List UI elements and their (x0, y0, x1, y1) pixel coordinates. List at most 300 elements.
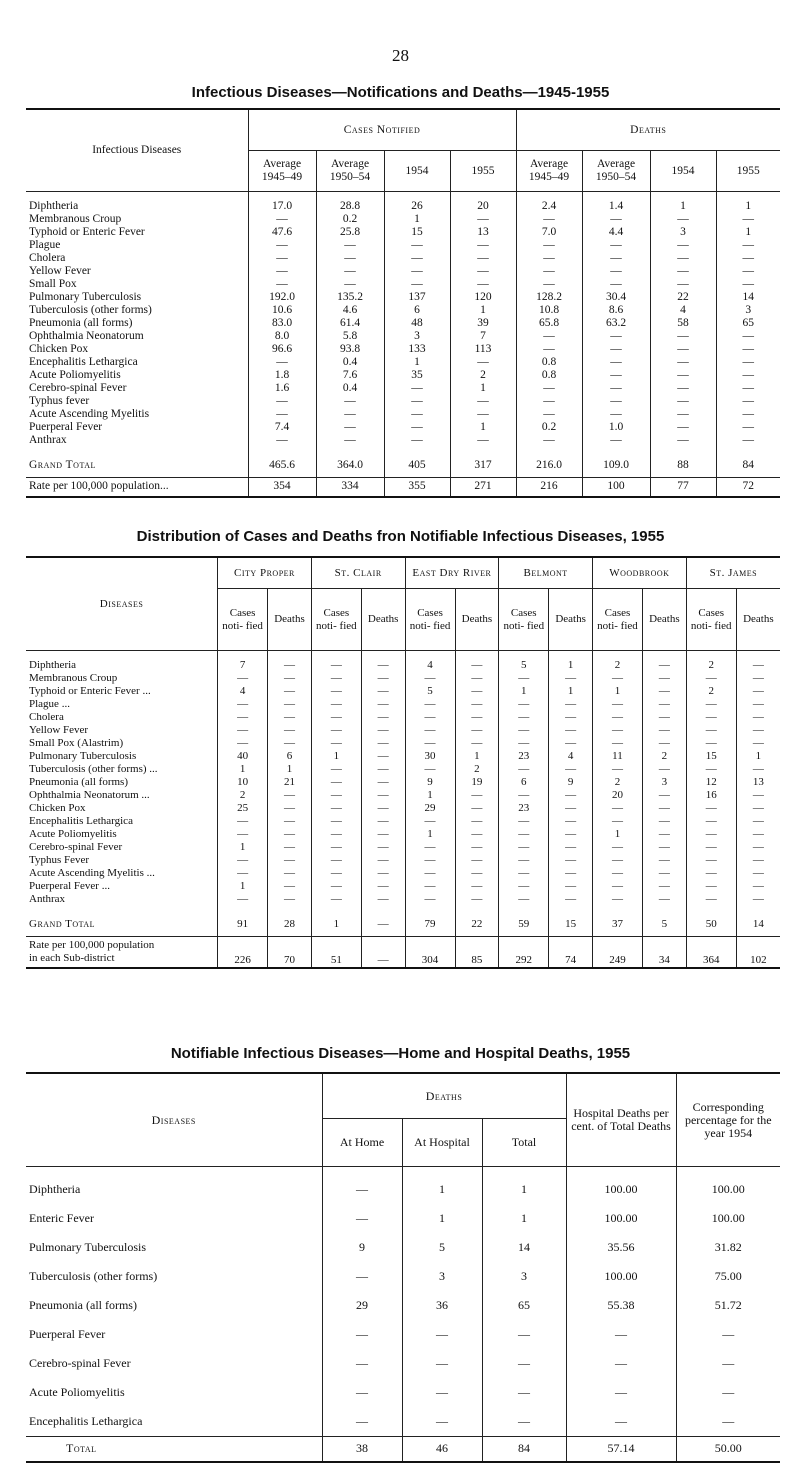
row-label: Yellow Fever (29, 724, 89, 736)
row-label: Typhus fever (29, 395, 90, 407)
table-cell: — (248, 252, 316, 265)
rate-cell: 34 (642, 936, 686, 968)
table-cell: — (405, 672, 455, 685)
col-total: Total (482, 1119, 566, 1167)
table-cell: — (311, 841, 361, 854)
table-cell: 6 (384, 304, 450, 317)
table-cell: 16 (686, 789, 736, 802)
table-cell: 31.82 (676, 1233, 780, 1262)
table-cell: — (642, 711, 686, 724)
total-cell: 79 (405, 914, 455, 936)
table-cell: 4.6 (316, 304, 384, 317)
total-cell: 317 (450, 455, 516, 477)
rate-cell: — (361, 936, 405, 968)
table-cell: 21 (268, 776, 312, 789)
table-cell: — (592, 802, 642, 815)
table-cell: — (716, 278, 780, 291)
table-cell: — (482, 1407, 566, 1436)
table-cell: — (592, 737, 642, 750)
table-cell: 22 (650, 291, 716, 304)
table-cell: — (311, 737, 361, 750)
table-cell: — (736, 854, 780, 867)
rate-cell: 216 (516, 477, 582, 497)
table-row (26, 291, 780, 304)
table-cell: 0.4 (316, 382, 384, 395)
table-cell: — (499, 672, 549, 685)
table-cell: 3 (650, 226, 716, 239)
table-cell: — (218, 815, 268, 828)
table-cell: 2.4 (516, 200, 582, 213)
table-cell: 75.00 (676, 1262, 780, 1291)
table-cell: 5 (499, 659, 549, 672)
col-at-hospital: At Hospital (402, 1119, 482, 1167)
table-cell: — (716, 408, 780, 421)
table-cell: — (592, 893, 642, 906)
table-cell: — (311, 854, 361, 867)
table-cell: 30 (405, 750, 455, 763)
col-corresponding-1954: Corresponding percentage for the year 1954 (676, 1073, 780, 1167)
table-cell: — (402, 1407, 482, 1436)
table-cell: 0.2 (516, 421, 582, 434)
table-row (26, 893, 780, 906)
table-cell: — (650, 239, 716, 252)
table-cell: 0.8 (516, 356, 582, 369)
rate-cell: 355 (384, 477, 450, 497)
table-cell: — (736, 724, 780, 737)
table-cell: — (686, 867, 736, 880)
table-cell: — (582, 382, 650, 395)
table-cell: — (218, 711, 268, 724)
table-cell: 20 (450, 200, 516, 213)
table3-title: Notifiable Infectious Diseases—Home and Hospital Deaths, 1955 (170, 1045, 631, 1062)
table-cell: 1 (450, 382, 516, 395)
table-cell: — (316, 278, 384, 291)
table-row (26, 815, 780, 828)
row-label: Membranous Croup (29, 672, 118, 684)
table-row (26, 408, 780, 421)
table-cell: — (499, 737, 549, 750)
table-cell: 1 (268, 763, 312, 776)
row-label: Tuberculosis (other forms) ... (29, 763, 158, 775)
table-cell: 8.6 (582, 304, 650, 317)
table-cell: — (592, 854, 642, 867)
table-cell: 63.2 (582, 317, 650, 330)
row-label: Yellow Fever (29, 265, 91, 277)
table-cell: — (650, 369, 716, 382)
table-cell: 0.2 (316, 213, 384, 226)
table-cell: 55.38 (566, 1291, 676, 1320)
table-cell: — (405, 841, 455, 854)
total-cell: 5 (642, 914, 686, 936)
table-cell: — (455, 802, 499, 815)
table-cell: — (549, 698, 593, 711)
table-cell: — (642, 828, 686, 841)
row-label: Puerperal Fever ... (29, 880, 110, 892)
table-cell: 25.8 (316, 226, 384, 239)
table-row (26, 1291, 780, 1320)
table-cell: — (582, 408, 650, 421)
table-cell: — (736, 841, 780, 854)
table-cell: — (499, 867, 549, 880)
table-cell: — (455, 685, 499, 698)
row-label: Pulmonary Tuberculosis (29, 1240, 147, 1254)
table-cell: — (361, 750, 405, 763)
district-header: City Proper (218, 557, 312, 589)
total-cell: 28 (268, 914, 312, 936)
table-row (26, 1262, 780, 1291)
table-cell: — (516, 395, 582, 408)
table-cell: — (405, 698, 455, 711)
table-cell: 65 (482, 1291, 566, 1320)
table-cell: 100.00 (676, 1204, 780, 1233)
table-cell: — (361, 841, 405, 854)
total-cell: 91 (218, 914, 268, 936)
table-cell: — (268, 698, 312, 711)
table-cell: — (218, 672, 268, 685)
table-cell: 1 (455, 750, 499, 763)
table-cell: — (499, 854, 549, 867)
deaths-header: Deaths (549, 589, 593, 651)
table-cell: — (322, 1320, 402, 1349)
table-cell: — (686, 828, 736, 841)
total-row (26, 1436, 780, 1462)
table-cell: 1 (218, 763, 268, 776)
table3-row-header: Diseases (151, 1112, 196, 1127)
table-row (26, 369, 780, 382)
table-cell: — (592, 815, 642, 828)
table-cell: — (450, 434, 516, 447)
table-cell: — (516, 330, 582, 343)
table-cell: 4.4 (582, 226, 650, 239)
table-cell: — (650, 252, 716, 265)
table-cell: — (268, 685, 312, 698)
table-cell: — (384, 239, 450, 252)
table-cell: — (322, 1407, 402, 1436)
table-cell: 1 (402, 1175, 482, 1204)
table-cell: — (218, 828, 268, 841)
district-header: Woodbrook (592, 557, 686, 589)
table-cell: 1.6 (248, 382, 316, 395)
table-cell: — (455, 841, 499, 854)
table-cell: 20 (592, 789, 642, 802)
grand-total-row (26, 455, 780, 477)
table-row (26, 1407, 780, 1436)
row-label: Encephalitis Lethargica (29, 1413, 143, 1428)
table-cell: — (402, 1378, 482, 1407)
table-cell: — (455, 659, 499, 672)
table-cell: — (592, 763, 642, 776)
row-label: Acute Ascending Myelitis (29, 408, 150, 420)
rate-cell: 249 (592, 936, 642, 968)
total-cell: 109.0 (582, 455, 650, 477)
table-cell: 1 (736, 750, 780, 763)
table-cell: — (642, 698, 686, 711)
table-cell: 7.0 (516, 226, 582, 239)
table-cell: 6 (268, 750, 312, 763)
table-cell: 2 (218, 789, 268, 802)
table-cell: — (516, 382, 582, 395)
table-cell: — (316, 265, 384, 278)
table-cell: — (582, 252, 650, 265)
cases-notified-header: Cases noti- fied (405, 589, 455, 651)
table-cell: — (582, 239, 650, 252)
total-cell: 84 (482, 1436, 566, 1462)
table-cell: — (499, 815, 549, 828)
table-cell: — (316, 252, 384, 265)
table-cell: — (650, 382, 716, 395)
table-cell: — (361, 893, 405, 906)
table-cell: 40 (218, 750, 268, 763)
table-cell: — (455, 893, 499, 906)
table-cell: — (450, 239, 516, 252)
table-row (26, 265, 780, 278)
table-cell: — (549, 854, 593, 867)
row-label: Puerperal Fever (29, 1327, 106, 1341)
table-cell: — (384, 434, 450, 447)
table-cell: — (642, 724, 686, 737)
row-label: Cholera (29, 711, 64, 723)
table-cell: 2 (592, 776, 642, 789)
table-cell: — (716, 252, 780, 265)
table-cell: 3 (642, 776, 686, 789)
table-cell: — (248, 213, 316, 226)
table-cell: — (516, 343, 582, 356)
table-cell: — (268, 841, 312, 854)
table-cell: — (311, 672, 361, 685)
row-label: Small Pox (29, 278, 77, 290)
table-cell: — (450, 395, 516, 408)
table-cell: 1 (499, 685, 549, 698)
table-cell: — (642, 685, 686, 698)
table-cell: — (482, 1320, 566, 1349)
rate-row (26, 477, 780, 497)
table-cell: — (455, 828, 499, 841)
table-cell: — (516, 252, 582, 265)
table-cell: — (736, 867, 780, 880)
table-cell: — (311, 789, 361, 802)
table-cell: — (650, 434, 716, 447)
rate-cell: 85 (455, 936, 499, 968)
table-cell: 1 (482, 1175, 566, 1204)
table-cell: — (716, 395, 780, 408)
table-cell: 39 (450, 317, 516, 330)
table-cell: — (322, 1175, 402, 1204)
table-cell: — (384, 382, 450, 395)
table-cell: 28.8 (316, 200, 384, 213)
table-cell: — (642, 802, 686, 815)
table-cell: — (736, 711, 780, 724)
rate-cell: 271 (450, 477, 516, 497)
table-cell: — (650, 421, 716, 434)
table-cell: — (322, 1262, 402, 1291)
table-row (26, 356, 780, 369)
table-cell: 5 (402, 1233, 482, 1262)
table-cell: — (676, 1407, 780, 1436)
table-row (26, 1378, 780, 1407)
table-cell: 3 (482, 1262, 566, 1291)
table-cell: — (736, 789, 780, 802)
table-cell: — (268, 659, 312, 672)
rate-cell: 70 (268, 936, 312, 968)
table-cell: 7.4 (248, 421, 316, 434)
table-cell: — (716, 382, 780, 395)
district-header: East Dry River (405, 557, 499, 589)
row-label: Small Pox (Alastrim) (29, 737, 124, 749)
table-cell: — (499, 698, 549, 711)
table-cell: — (218, 724, 268, 737)
table-cell: — (582, 434, 650, 447)
table-row (26, 802, 780, 815)
table-cell: — (716, 434, 780, 447)
row-label: Diphtheria (29, 659, 77, 671)
table-cell: — (311, 893, 361, 906)
table-cell: — (455, 711, 499, 724)
table-cell: — (650, 343, 716, 356)
grand-total-label: Grand Total (29, 459, 96, 472)
table-cell: — (549, 711, 593, 724)
table-cell: 100.00 (566, 1262, 676, 1291)
table-cell: — (592, 672, 642, 685)
table-cell: 3 (716, 304, 780, 317)
table-cell: 15 (686, 750, 736, 763)
table-cell: — (361, 698, 405, 711)
table-cell: — (549, 737, 593, 750)
table-cell: 26 (384, 200, 450, 213)
row-label: Ophthalmia Neonatorum ... (29, 789, 150, 801)
table-cell: 120 (450, 291, 516, 304)
table-cell: — (218, 867, 268, 880)
table-cell: — (361, 659, 405, 672)
table-cell: — (316, 421, 384, 434)
grand-total-label: Grand Total (29, 918, 96, 931)
table-cell: — (316, 434, 384, 447)
t1-col-header: Average 1945–49 (516, 151, 582, 192)
table-cell: — (736, 659, 780, 672)
total-cell: 22 (455, 914, 499, 936)
table-cell: — (642, 789, 686, 802)
table-cell: — (450, 252, 516, 265)
table-cell: — (455, 672, 499, 685)
table-row (26, 724, 780, 737)
table-cell: 23 (499, 802, 549, 815)
table-cell: 1 (402, 1204, 482, 1233)
table-row (26, 763, 780, 776)
table-cell: — (549, 880, 593, 893)
table-row (26, 1320, 780, 1349)
table-cell: — (686, 854, 736, 867)
table-cell: — (455, 724, 499, 737)
table-cell: 7 (450, 330, 516, 343)
table-cell: 13 (450, 226, 516, 239)
table-cell: 11 (592, 750, 642, 763)
table-cell: 9 (405, 776, 455, 789)
rate-cell: 77 (650, 477, 716, 497)
table-cell: 2 (455, 763, 499, 776)
table-cell: — (384, 408, 450, 421)
table-cell: 17.0 (248, 200, 316, 213)
table-cell: — (384, 265, 450, 278)
deaths-header: Deaths (361, 589, 405, 651)
table-cell: 100.00 (676, 1175, 780, 1204)
table-cell: — (736, 880, 780, 893)
table-cell: — (311, 685, 361, 698)
table-cell: — (218, 893, 268, 906)
table-cell: 1 (549, 659, 593, 672)
page-number: 28 (392, 46, 409, 65)
row-label: Anthrax (29, 893, 66, 905)
table-cell: — (642, 841, 686, 854)
table-cell: — (582, 213, 650, 226)
table-cell: — (592, 724, 642, 737)
table-cell: — (268, 815, 312, 828)
table-cell: — (268, 672, 312, 685)
district-distribution-table (26, 556, 780, 969)
table-cell: — (248, 278, 316, 291)
table-cell: — (405, 724, 455, 737)
table-cell: — (650, 265, 716, 278)
table-cell: 4 (218, 685, 268, 698)
table-cell: — (736, 698, 780, 711)
cases-notified-header: Cases noti- fied (499, 589, 549, 651)
table-cell: — (455, 698, 499, 711)
table-row (26, 226, 780, 239)
table-cell: 2 (642, 750, 686, 763)
table-cell: — (455, 737, 499, 750)
table-cell: 113 (450, 343, 516, 356)
table-cell: — (582, 330, 650, 343)
table-cell: — (455, 880, 499, 893)
table-cell: — (361, 685, 405, 698)
row-label: Cholera (29, 252, 66, 264)
table-cell: 137 (384, 291, 450, 304)
table-cell: — (384, 252, 450, 265)
district-header: St. James (686, 557, 780, 589)
table-row (26, 776, 780, 789)
table-cell: 19 (455, 776, 499, 789)
table-row (26, 880, 780, 893)
table-cell: — (582, 278, 650, 291)
table-row (26, 659, 780, 672)
table-cell: 35 (384, 369, 450, 382)
table-cell: 133 (384, 343, 450, 356)
table-cell: — (311, 776, 361, 789)
table-cell: 13 (736, 776, 780, 789)
total-cell: 88 (650, 455, 716, 477)
total-cell: 57.14 (566, 1436, 676, 1462)
row-label: Acute Poliomyelitis (29, 828, 117, 840)
row-label: Typhoid or Enteric Fever (29, 226, 145, 238)
table-cell: — (686, 737, 736, 750)
table-cell: — (450, 213, 516, 226)
table-cell: — (268, 867, 312, 880)
table-cell: — (736, 685, 780, 698)
group-cases-notified: Cases Notified (248, 109, 516, 151)
table-cell: — (686, 724, 736, 737)
table-cell: — (322, 1378, 402, 1407)
table-cell: — (686, 763, 736, 776)
grand-total-row (26, 914, 780, 936)
table-cell: 0.8 (516, 369, 582, 382)
table-cell: 1 (450, 304, 516, 317)
row-label: Typhus Fever (29, 854, 90, 866)
table-cell: — (384, 278, 450, 291)
table-cell: — (218, 854, 268, 867)
table-row (26, 789, 780, 802)
col-hospital-percent: Hospital Deaths per cent. of Total Deaths (566, 1073, 676, 1167)
table-row (26, 750, 780, 763)
table-cell: 100.00 (566, 1175, 676, 1204)
table-row (26, 252, 780, 265)
